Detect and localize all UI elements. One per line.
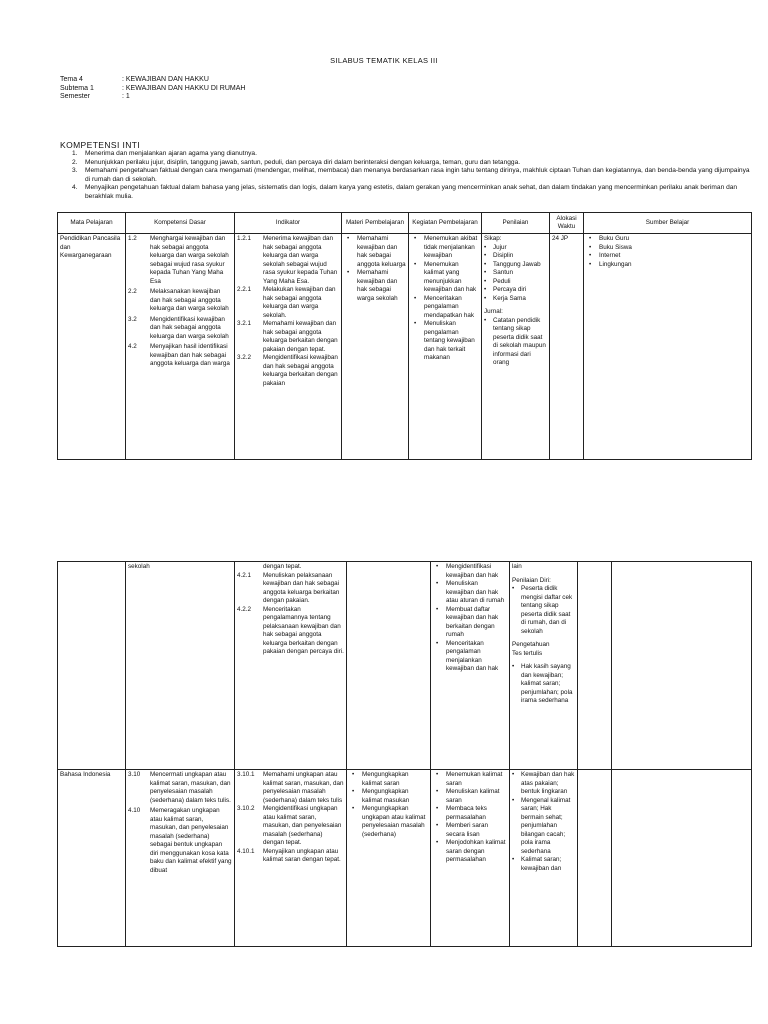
header-indikator: Indikator <box>235 213 342 234</box>
indikator-number: 1.2.1 <box>237 235 252 242</box>
kegiatan-list <box>411 235 479 363</box>
indikator-number: 3.2.2 <box>237 354 252 361</box>
list-item: • Menemukan kalimat yang menunjukkan kewajiban dan hak <box>411 261 479 295</box>
list-item: • Hak kasih sayang dan kewajiban; kalimat saran; penjumlahan; pola irama sederhana <box>512 663 575 706</box>
cell-sumber-belajar <box>612 562 752 770</box>
list-item: • Menuliskan pengalaman tentang kewajiban dan hak terkait makanan <box>411 320 479 363</box>
indikator-text: Mengidentifikasi ungkapan atau kalimat saran, masukan, dan penyelesaian masalah (sederhana) dengan tepat. <box>263 805 342 846</box>
kd-item <box>128 343 232 369</box>
cell-mapel <box>58 562 126 770</box>
kd-number: 3.10 <box>128 771 141 778</box>
cell-kompetensi-dasar <box>126 770 235 947</box>
cell-materi <box>347 770 431 947</box>
ki-number: 3. <box>72 167 78 175</box>
list-item: • Memahami kewajiban dan hak sebagai warga sekolah <box>344 269 406 303</box>
ki-number: 4. <box>72 184 78 192</box>
indikator-continuation: dengan tepat. <box>263 563 302 570</box>
kd-item <box>128 771 232 805</box>
indikator-item <box>237 606 344 657</box>
list-item: • Buku Guru <box>586 235 749 244</box>
table-row <box>58 562 752 770</box>
table-row <box>58 234 752 460</box>
kd-continuation: sekolah <box>128 563 150 570</box>
kompetensi-inti-heading: KOMPETENSI INTI <box>60 140 141 150</box>
penilaian-diri-label: Penilaian Diri: <box>512 576 551 584</box>
table-row <box>58 770 752 947</box>
ki-number: 2. <box>72 158 78 166</box>
penilaian-jurnal-list <box>484 317 547 368</box>
pengetahuan-sub: Tes tertulis <box>512 649 543 657</box>
indikator-item <box>237 771 344 805</box>
list-item: • Membaca teks permasalahan <box>433 805 507 822</box>
cell-penilaian <box>510 770 578 947</box>
list-item: • Mengungkapkan ungkapan atau kalimat penyelesaian masalah (sederhana) <box>349 805 428 839</box>
indikator-text: Memahami kewajiban dan hak sebagai anggota keluarga berkaitan dengan pakaian dengan tepat. <box>263 320 338 353</box>
header-mata-pelajaran: Mata Pelajaran <box>58 213 126 234</box>
indikator-item <box>237 572 344 606</box>
kd-text: Menghargai kewajiban dan hak sebagai anggota keluarga dan warga sekolah sebagai wujud rasa syukur kepada Tuhan Yang Maha Esa <box>150 235 229 285</box>
list-item: • Jujur <box>484 244 547 253</box>
cell-alokasi-waktu <box>578 770 612 947</box>
indikator-text: Menuliskan pelaksanaan kewajiban dan hak sebagai anggota keluarga berkaitan dengan pakaian. <box>263 571 340 604</box>
cell-penilaian <box>482 234 550 460</box>
cell-sumber-belajar <box>584 234 752 460</box>
materi-list <box>349 771 428 839</box>
list-item: • Buku Siswa <box>586 244 749 253</box>
page-title: SILABUS TEMATIK KELAS III <box>330 56 438 65</box>
indikator-item <box>237 286 339 320</box>
syllabus-table-page1 <box>57 212 752 460</box>
indikator-number: 4.10.1 <box>237 847 255 855</box>
table-header-row <box>58 213 752 234</box>
kd-number: 4.10 <box>128 807 141 814</box>
list-item: • Membuat daftar kewajiban dan hak berkaitan dengan rumah <box>433 606 507 640</box>
kd-text: Memeragakan ungkapan atau kalimat saran, masukan, dan penyelesaian masalah (sederhana) sebagai bentuk ungkapan diri menggunakan kosa kata baku dan kalimat efektif yang dibuat <box>150 807 232 874</box>
kd-text: Melaksanakan kewajiban dan hak sebagai anggota keluarga dan warga sekolah <box>150 288 229 312</box>
list-item: • Tanggung Jawab <box>484 261 547 270</box>
indikator-item <box>237 805 344 848</box>
kompetensi-inti-list <box>72 150 750 202</box>
kd-number: 3.2 <box>128 315 137 323</box>
kegiatan-list <box>433 771 507 865</box>
indikator-number: 3.2.1 <box>237 320 252 327</box>
meta-value: : 1 <box>122 93 130 101</box>
cell-penilaian <box>510 562 578 770</box>
list-item: • Peserta didik mengisi daftar cek tentang sikap peserta didik saat di rumah, dan di sekolah <box>512 585 575 636</box>
ki-text: Menerima dan menjalankan ajaran agama yang dianutnya. <box>85 150 257 157</box>
cell-kegiatan <box>409 234 482 460</box>
header-kompetensi-dasar: Kompetensi Dasar <box>126 213 235 234</box>
list-item: • Santun <box>484 269 547 278</box>
meta-value: : KEWAJIBAN DAN HAKKU <box>122 76 209 83</box>
cell-materi <box>342 234 409 460</box>
list-item: • Mengungkapkan kalimat saran <box>349 771 428 788</box>
list-item: • Menemukan akibat tidak menjalankan kewajiban <box>411 235 479 261</box>
indikator-item <box>237 354 339 388</box>
meta-subtema <box>60 85 245 94</box>
list-item: • Memahami kewajiban dan hak sebagai anggota keluarga <box>344 235 406 269</box>
list-item: • Menuliskan kewajiban dan hak atau aturan di rumah <box>433 580 507 606</box>
kd-text: Mengidentifikasi kewajiban dan hak sebagai anggota keluarga dan warga sekolah <box>150 315 229 340</box>
header-sumber-belajar: Sumber Belajar <box>584 213 752 234</box>
cell-indikator <box>235 770 347 947</box>
list-item: • Peduli <box>484 278 547 287</box>
list-item: • Disiplin <box>484 252 547 261</box>
ki-item <box>72 184 750 201</box>
cell-alokasi-waktu: 24 JP <box>550 234 584 460</box>
penilaian-diri-list <box>512 585 575 636</box>
cell-sumber-belajar <box>612 770 752 947</box>
cell-kompetensi-dasar <box>126 562 235 770</box>
kd-number: 1.2 <box>128 235 137 242</box>
indikator-text: Menerima kewajiban dan hak sebagai anggota keluarga dan warga sekolah sebagai wujud rasa syukur kepada Tuhan Yang Maha Esa. <box>263 235 338 285</box>
cell-mapel: Pendidikan Pancasila dan Kewarganegaraan <box>58 234 126 460</box>
kd-text: Mencermati ungkapan atau kalimat saran, masukan, dan penyelesaian masalah (sederhana) dalam teks tulis. <box>150 771 231 804</box>
meta-label: Semester <box>60 93 90 101</box>
kegiatan-list <box>433 563 507 674</box>
list-item: • Menceritakan pengalaman mendapatkan hak <box>411 295 479 321</box>
indikator-text: Mengidentifikasi kewajiban dan hak sebagai anggota keluarga berkaitan dengan pakaian <box>263 354 338 387</box>
indikator-item <box>237 848 344 865</box>
sumber-list <box>586 235 749 269</box>
list-item: • Memberi saran secara lisan <box>433 822 507 839</box>
syllabus-meta <box>60 76 245 102</box>
header-kegiatan: Kegiatan Pembelajaran <box>409 213 482 234</box>
ki-text: Memahami pengetahuan faktual dengan cara mengamati (mendengar, melihat, membaca) dan menanya berdasarkan rasa ingin tahu tentang dirinya, makhluk ciptaan Tuhan dan kegiatannya, dan benda-benda yang dijumpainya di rumah dan di sekolah. <box>85 167 750 183</box>
penilaian-list <box>512 771 575 873</box>
list-item: • Kewajiban dan hak atas pakaian; bentuk lingkaran <box>512 771 575 797</box>
meta-value: : KEWAJIBAN DAN HAKKU DI RUMAH <box>122 84 246 92</box>
indikator-text: Memahami ungkapan atau kalimat saran, masukan, dan penyelesaian masalah (sederhana) dalam teks tulis <box>263 771 344 804</box>
indikator-item <box>237 235 339 286</box>
list-item: • Kerja Sama <box>484 295 547 304</box>
ki-text: Menyajikan pengetahuan faktual dalam bahasa yang jelas, sistematis dan logis, dalam karya yang estetis, dalam gerakan yang mencerminkan anak sehat, dan dalam tindakan yang mencerminkan perilaku anak beriman dan berakhlak mulia. <box>85 184 738 200</box>
cell-kegiatan <box>431 562 510 770</box>
penilaian-sikap-list <box>484 244 547 304</box>
meta-label: Subtema 1 <box>60 84 94 92</box>
kd-item <box>128 807 232 875</box>
meta-semester <box>60 93 245 102</box>
cell-kegiatan <box>431 770 510 947</box>
list-item: • Menuliskan kalimat saran <box>433 788 507 805</box>
header-materi: Materi Pembelajaran <box>342 213 409 234</box>
penilaian-sikap-label: Sikap: <box>484 235 502 242</box>
syllabus-table-page2 <box>57 561 752 947</box>
materi-list <box>344 235 406 303</box>
kd-item <box>128 288 232 314</box>
ki-number: 1. <box>72 150 78 157</box>
kd-number: 4.2 <box>128 343 137 350</box>
indikator-item <box>237 563 344 572</box>
list-item: • Menceritakan pengalaman menjalankan kewajiban dan hak <box>433 640 507 674</box>
list-item: • Menemukan kalimat saran <box>433 771 507 788</box>
indikator-number: 2.2.1 <box>237 286 252 293</box>
list-item: • Mengenal kalimat saran; Hak bermain sehat; penjumlahan bilangan cacah; pola irama sederhana <box>512 797 575 857</box>
list-item: • Catatan pendidik tentang sikap peserta didik saat di sekolah maupun informasi dari orang <box>484 317 547 368</box>
indikator-text: Melakukan kewajiban dan hak sebagai anggota keluarga dan warga sekolah. <box>263 286 336 319</box>
ki-item <box>72 159 750 168</box>
indikator-number: 4.2.1 <box>237 571 252 579</box>
ki-text: Menunjukkan perilaku jujur, disiplin, tanggung jawab, santun, peduli, dan percaya diri dalam berinteraksi dengan keluarga, teman, guru dan tetangga. <box>85 158 521 166</box>
meta-tema <box>60 76 245 85</box>
pengetahuan-label: Pengetahuan <box>512 641 550 648</box>
cell-mapel: Bahasa Indonesia <box>58 770 126 947</box>
indikator-number: 3.10.2 <box>237 805 255 812</box>
cell-indikator <box>235 234 342 460</box>
indikator-number: 3.10.1 <box>237 771 255 778</box>
list-item: • Kalimat saran; kewajiban dan <box>512 856 575 873</box>
list-item: • Internet <box>586 252 749 261</box>
penilaian-jurnal-label: Jurnal: <box>484 308 503 315</box>
kd-number: 2.2 <box>128 288 137 295</box>
pengetahuan-list <box>512 663 575 706</box>
kd-item <box>128 235 232 286</box>
ki-item <box>72 167 750 184</box>
indikator-text: Menyajikan ungkapan atau kalimat saran dengan tepat. <box>263 847 341 863</box>
indikator-item <box>237 320 339 354</box>
list-item: • Mengidentifikasi kewajiban dan hak <box>433 563 507 580</box>
list-item: • Menjodohkan kalimat saran dengan permasalahan <box>433 839 507 865</box>
header-alokasi-waktu: Alokasi Waktu <box>550 213 584 234</box>
list-item: • Mengungkapkan kalimat masukan <box>349 788 428 805</box>
list-item: • Lingkungan <box>586 261 749 270</box>
kd-text: Menyajikan hasil identifikasi kewajiban dan hak sebagai anggota keluarga dan warga <box>150 343 230 367</box>
indikator-text: Menceritakan pengalamannya tentang pelaksanaan kewajiban dan hak sebagai anggota keluarga berkaitan dengan pakaian dengan percaya diri. <box>263 605 344 655</box>
kd-item <box>128 316 232 342</box>
cell-alokasi-waktu <box>578 562 612 770</box>
ki-item <box>72 150 750 159</box>
indikator-number: 4.2.2 <box>237 605 252 613</box>
header-penilaian: Penilaian <box>482 213 550 234</box>
list-item: • Percaya diri <box>484 286 547 295</box>
cell-materi <box>347 562 431 770</box>
meta-label: Tema 4 <box>60 76 83 83</box>
cell-indikator <box>235 562 347 770</box>
penilaian-continuation: lain <box>512 563 522 570</box>
cell-kompetensi-dasar <box>126 234 235 460</box>
